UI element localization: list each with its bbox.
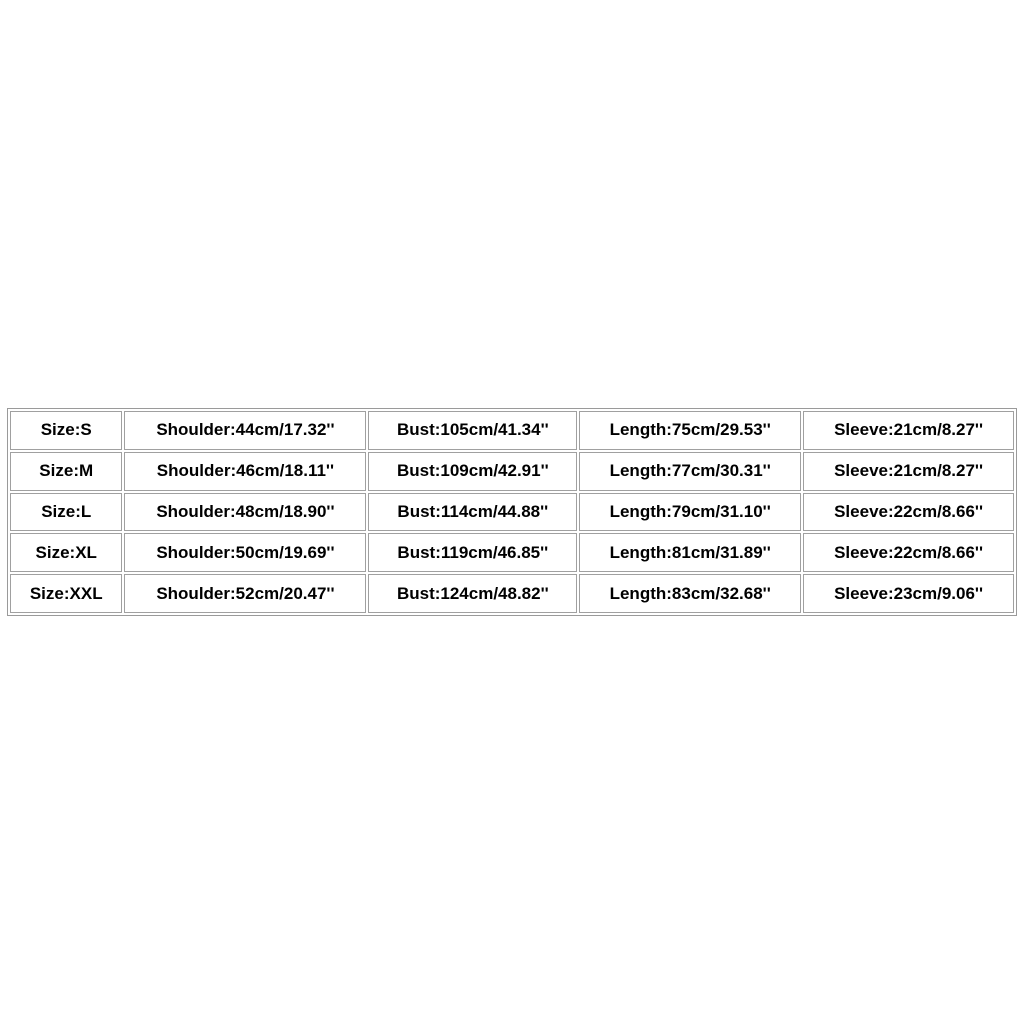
size-cell: Size:XL <box>10 533 122 572</box>
shoulder-cell: Shoulder:50cm/19.69'' <box>124 533 366 572</box>
table-row <box>10 452 1014 491</box>
sleeve-cell: Sleeve:22cm/8.66'' <box>803 533 1014 572</box>
bust-cell: Bust:114cm/44.88'' <box>368 493 577 532</box>
bust-cell: Bust:124cm/48.82'' <box>368 574 577 613</box>
size-chart <box>7 408 1017 616</box>
shoulder-cell: Shoulder:48cm/18.90'' <box>124 493 366 532</box>
bust-cell: Bust:119cm/46.85'' <box>368 533 577 572</box>
size-chart-table <box>8 409 1016 615</box>
size-cell: Size:M <box>10 452 122 491</box>
shoulder-cell: Shoulder:52cm/20.47'' <box>124 574 366 613</box>
length-cell: Length:79cm/31.10'' <box>579 493 801 532</box>
table-row <box>10 493 1014 532</box>
size-cell: Size:XXL <box>10 574 122 613</box>
length-cell: Length:75cm/29.53'' <box>579 411 801 450</box>
shoulder-cell: Shoulder:46cm/18.11'' <box>124 452 366 491</box>
shoulder-cell: Shoulder:44cm/17.32'' <box>124 411 366 450</box>
sleeve-cell: Sleeve:22cm/8.66'' <box>803 493 1014 532</box>
sleeve-cell: Sleeve:21cm/8.27'' <box>803 452 1014 491</box>
table-row <box>10 411 1014 450</box>
table-row <box>10 574 1014 613</box>
size-cell: Size:S <box>10 411 122 450</box>
length-cell: Length:83cm/32.68'' <box>579 574 801 613</box>
sleeve-cell: Sleeve:23cm/9.06'' <box>803 574 1014 613</box>
bust-cell: Bust:109cm/42.91'' <box>368 452 577 491</box>
length-cell: Length:77cm/30.31'' <box>579 452 801 491</box>
bust-cell: Bust:105cm/41.34'' <box>368 411 577 450</box>
length-cell: Length:81cm/31.89'' <box>579 533 801 572</box>
sleeve-cell: Sleeve:21cm/8.27'' <box>803 411 1014 450</box>
table-row <box>10 533 1014 572</box>
size-cell: Size:L <box>10 493 122 532</box>
